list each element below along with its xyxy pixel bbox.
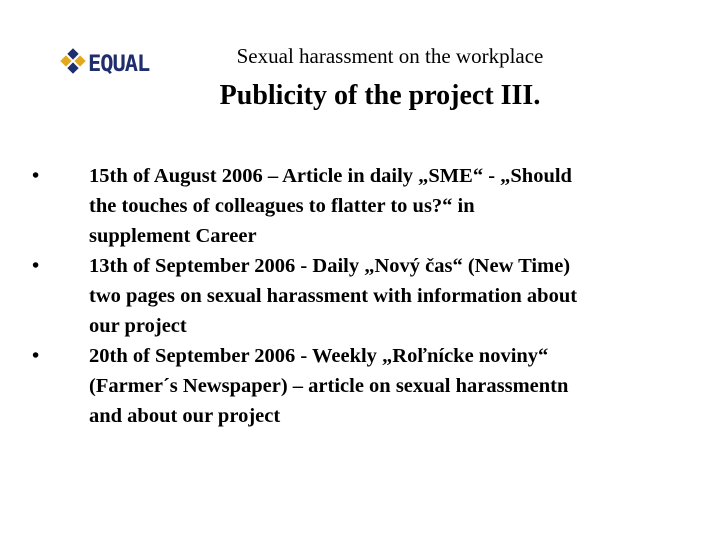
item-line: supplement Career bbox=[89, 225, 257, 247]
item-line: 20th of September 2006 - Weekly „Roľnícke noviny“ bbox=[89, 345, 549, 367]
item-line: 15th of August 2006 – Article in daily „SME“ - „Should bbox=[89, 165, 572, 187]
list-item bbox=[32, 161, 672, 251]
page-subtitle: Sexual harassment on the workplace bbox=[236, 44, 544, 68]
list-item bbox=[32, 251, 672, 341]
item-line: two pages on sexual harassment with information about bbox=[89, 285, 578, 307]
logo-wordmark: EQUAL bbox=[88, 52, 150, 77]
page-title: Publicity of the project III. bbox=[219, 80, 541, 111]
item-line: and about our project bbox=[89, 405, 281, 427]
bullet-icon: • bbox=[32, 255, 40, 277]
bullet-icon: • bbox=[32, 165, 40, 187]
item-line: our project bbox=[89, 315, 187, 337]
bullet-list bbox=[32, 161, 672, 431]
item-line: the touches of colleagues to flatter to us?“ in bbox=[89, 195, 475, 217]
list-item bbox=[32, 341, 672, 431]
item-line: (Farmer´s Newspaper) – article on sexual harassmentn bbox=[89, 375, 569, 397]
item-line: 13th of September 2006 - Daily „Nový čas“ (New Time) bbox=[89, 255, 571, 277]
bullet-icon: • bbox=[32, 345, 40, 367]
